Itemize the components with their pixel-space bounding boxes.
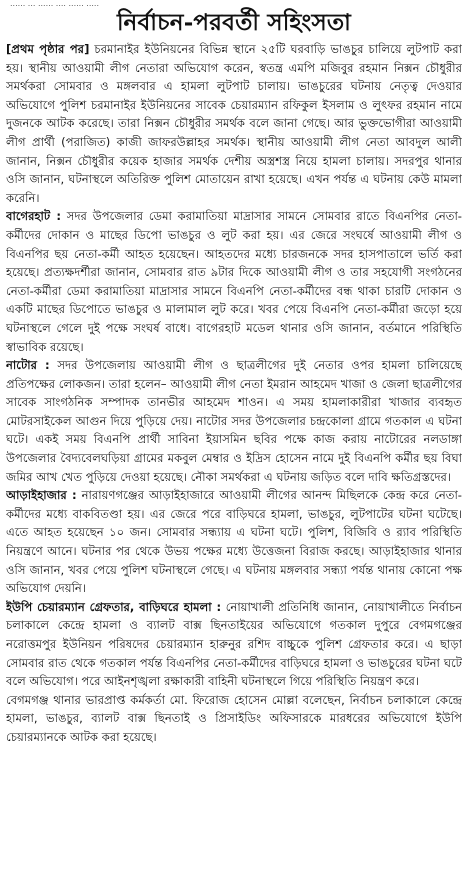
paragraph-text: বেগমগঞ্জ থানার ভারপ্রাপ্ত কর্মকর্তা মো. ফিরোজ হোসেন মোল্লা বলেছেন, নির্বাচন চলাকালে কেন্দ্রে হামলা, ভাঙচুর, ব্যালট বাক্স ছিনতাই ও প্রিসাইডিং অফিসারকে মারধরের অভিযোগে ইউপি চেয়ারম্যানকে আটক করা হয়েছে। bbox=[6, 692, 462, 744]
top-cut-strip: ...... ... ...... .... ...... ..... bbox=[10, 0, 100, 8]
paragraph-lead: [প্রথম পৃষ্ঠার পর] bbox=[6, 42, 90, 56]
article-body bbox=[6, 40, 462, 883]
paragraph-text: চরমানাইর ইউনিয়নের বিভিন্ন স্থানে ২৫টি ঘরবাড়ি ভাঙচুর চালিয়ে লুটপাট করা হয়। স্থানীয় আওয়ামী লীগ নেতারা অভিযোগ করেন, স্বতন্ত্র এমপি মজিবুর রহমান নিক্সন চৌধুরীর সমর্থকরা সোমবার ও মঙ্গলবার এ হামলা লুটপাট চালায়। ভাঙচুরের ঘটনায় নেতৃত্ব দেওয়ার অভিযোগে পুলিশ চরমানাইর ইউনিয়নের সাবেক চেয়ারম্যান রফিকুল ইসলাম ও লুৎফর রহমান নামে দুজনকে আটক করেছে। তারা নিক্সন চৌধুরীর সমর্থক বলে জানা গেছে। আর ভুক্তভোগীরা আওয়ামী লীগ প্রার্থী (পরাজিত) কাজী জাফরউল্লাহর সমর্থক। স্থানীয় আওয়ামী লীগ নেতা আবদুল আলী জানান, নিক্সন চৌধুরীর কয়েক হাজার সমর্থক দেশীয় অস্ত্রশস্ত্র নিয়ে হামলা চালায়। সদরপুর থানার ওসি জানান, ঘটনাস্থলে অতিরিক্ত পুলিশ মোতায়েন রাখা হয়েছে। এখন পর্যন্ত এ ঘটনায় কেউ মামলা করেনি। bbox=[6, 42, 462, 205]
paragraph-bagerhat bbox=[6, 207, 462, 356]
paragraph-natore bbox=[6, 356, 462, 486]
paragraph-text: নোয়াখালী প্রতিনিধি জানান, নোয়াখালীতে নির্বাচন চলাকালে কেন্দ্রে হামলা ও ব্যালট বাক্স ছিনতাইয়ের অভিযোগে গতকাল দুপুরে বেগমগঞ্জের নরোত্তমপুর ইউনিয়ন পরিষদের চেয়ারম্যান হারুনুর রশিদ বাচ্চুকে পুলিশ গ্রেফতার করে। এ ছাড়া সোমবার রাত থেকে গতকাল পর্যন্ত বিএনপির নেতা-কর্মীদের বাড়িঘরে হামলা ও ভাঙচুরের ঘটনা ঘটে বলে অভিযোগ। পরে আইনশৃঙ্খলা রক্ষাকারী বাহিনী ঘটনাস্থলে গিয়ে পরিস্থিতি নিয়ন্ত্রণ করে। bbox=[6, 599, 462, 689]
headline: নির্বাচন-পরবর্তী সহিংসতা bbox=[116, 9, 352, 36]
paragraph-text: সদর উপজেলায় আওয়ামী লীগ ও ছাত্রলীগের দুই নেতার ওপর হামলা চালিয়েছে প্রতিপক্ষের লোকজন। তারা হলেন– আওয়ামী লীগ নেতা ইমরান আহমেদ খাজা ও জেলা ছাত্রলীগের সাবেক সাংগঠনিক সম্পাদক তানভীর আহমেদ শাওন। এ সময় হামলাকারীরা খাজার ব্যবহৃত মোটরসাইকেল আগুন দিয়ে পুড়িয়ে দেয়। নাটোর সদর উপজেলার চন্দ্রকোলা গ্রামে গতকাল এ ঘটনা ঘটে। একই সময় বিএনপি প্রার্থী সাবিনা ইয়াসমিন ছবির পক্ষে কাজ করায় নাটোরের নলডাঙ্গা উপজেলার বৈদ্যবেলঘড়িয়া গ্রামের মকবুল মেম্বার ও ইদ্রিস হোসেন নামে দুই বিএনপি কর্মীর ছয় বিঘা জমির আখ খেত পুড়িয়ে দেওয়া হয়েছে। নৌকা সমর্থকরা এ ঘটনায় জড়িত বলে দাবি ক্ষতিগ্রস্তদের। bbox=[6, 358, 462, 484]
paragraph-begumganj-oc bbox=[6, 691, 462, 747]
paragraph-lead: আড়াইহাজার : bbox=[6, 488, 77, 503]
paragraph-up-chairman-arrest bbox=[6, 598, 462, 691]
paragraph-text: সদর উপজেলার ডেমা করামাতিয়া মাদ্রাসার সামনে সোমবার রাতে বিএনপির নেতা-কর্মীদের দোকান ও মাছের ডিপো ভাঙচুর ও লুট করা হয়। এর জেরে সংঘর্ষে আওয়ামী লীগ ও বিএনপির ছয় নেতা-কর্মী আহত হয়েছেন। আহতদের মধ্যে চারজনকে সদর হাসপাতালে ভর্তি করা হয়েছে। প্রত্যক্ষদর্শীরা জানান, সোমবার রাত ৯টার দিকে আওয়ামী লীগ ও তার সহযোগী সংগঠনের নেতা-কর্মীরা ডেমা করামাতিয়া মাদ্রাসার সামনে বিএনপি নেতা-কর্মীদের বন্ধ থাকা চারটি দোকান ও একটি মাছের ডিপোতে ভাঙচুর ও মালামাল লুট করে। খবর পেয়ে বিএনপি নেতা-কর্মীরা জড়ো হয়ে ঘটনাস্থলে গেলে দুই পক্ষে সংঘর্ষ বাধে। বাগেরহাট মডেল থানার ওসি জানান, বর্তমানে পরিস্থিতি স্বাভাবিক রয়েছে। bbox=[6, 209, 462, 354]
paragraph-lead: বাগেরহাট : bbox=[6, 209, 62, 224]
paragraph-text: নারায়ণগঞ্জের আড়াইহাজারে আওয়ামী লীগের আনন্দ মিছিলকে কেন্দ্র করে নেতা-কর্মীদের মধ্যে বাকবিতণ্ডা হয়। এর জেরে পরে বাড়িঘরে হামলা, ভাঙচুর, লুটপাটের ঘটনা ঘটেছে। এতে আহত হয়েছেন ১০ জন। সোমবার সন্ধ্যায় এ ঘটনা ঘটে। পুলিশ, বিজিবি ও র‍্যাব পরিস্থিতি নিয়ন্ত্রণে আনে। ঘটনার পর থেকে উভয় পক্ষের মধ্যে উত্তেজনা বিরাজ করছে। আড়াইহাজার থানার ওসি জানান, খবর পেয়ে পুলিশ ঘটনাস্থলে গেছে। এ ঘটনায় মঙ্গলবার সন্ধ্যা পর্যন্ত থানায় কোনো পক্ষ অভিযোগ দেয়নি। bbox=[6, 488, 462, 596]
paragraph-lead: ইউপি চেয়ারম্যান গ্রেফতার, বাড়িঘরে হামলা : bbox=[6, 599, 222, 614]
paragraph-lead: নাটোর : bbox=[6, 358, 50, 373]
paragraph-front-page-continuation bbox=[6, 40, 462, 207]
paragraph-araihazar bbox=[6, 486, 462, 598]
